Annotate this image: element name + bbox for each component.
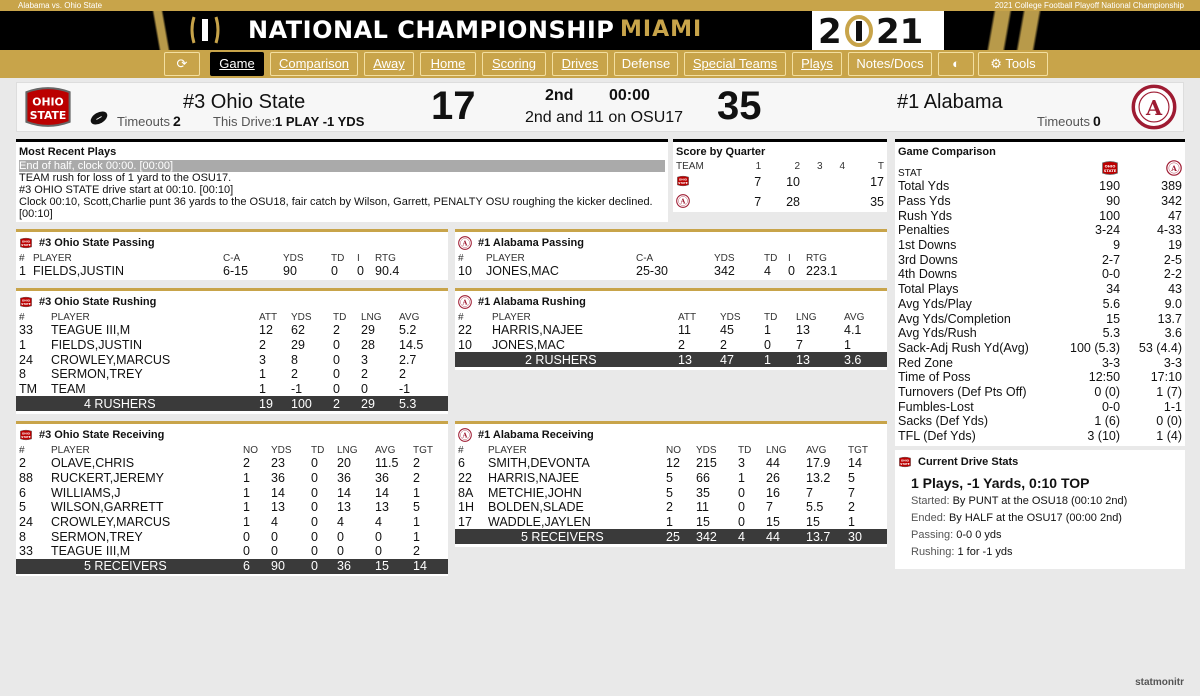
table-row: 1 FIELDS,JUSTIN 2 29 0 28 14.5: [19, 338, 424, 353]
table-row: 33 TEAGUE III,M 0 0 0 0 0 2: [19, 544, 420, 559]
stat-header: STAT: [898, 168, 923, 179]
year-digit-a: 2: [818, 12, 842, 50]
game-comparison-table: [895, 160, 1185, 443]
column-header: #: [19, 311, 25, 323]
comparison-row: Rush Yds 100 47: [898, 208, 1182, 223]
comparison-row: Total Yds 190 389: [898, 179, 1182, 194]
drive-passing: Passing: 0-0 0 yds: [911, 529, 1002, 541]
drive-started: Started: By PUNT at the OSU18 (00:10 2nd): [911, 495, 1128, 507]
bama-receiving-panel: [455, 421, 887, 547]
bama-mini-logo: [458, 428, 472, 442]
comparison-row: Fumbles-Lost 0-0 1-1: [898, 399, 1182, 414]
col-total: T: [877, 160, 884, 172]
osu-logo: [21, 85, 75, 129]
bama-passing-table: # PLAYER C-A YDS TD I RTG 10 JONES,MAC 25-30 342 4 0 223.1: [455, 252, 887, 279]
column-header: PLAYER: [492, 311, 531, 323]
table-row: 7 28 35: [673, 192, 887, 212]
tab-game[interactable]: Game: [210, 52, 264, 76]
play-line: Clock 00:10, Scott,Charlie punt 36 yards to the OSU18, fair catch by Wilson, Garrett, PENALTY OSU roughing the kicker declined.: [19, 196, 653, 208]
bama-rushing-table: [455, 311, 887, 367]
osu-mini-logo: [898, 455, 912, 469]
current-drive-title: Current Drive Stats: [918, 456, 1019, 468]
play-line: #3 OHIO STATE drive start at 00:10. [00:10]: [19, 184, 234, 196]
table-row: 24 CROWLEY,MARCUS 1 4 0 4 4 1: [19, 515, 420, 530]
play-line: [00:10]: [19, 208, 53, 220]
table-row: 8 SERMON,TREY 0 0 0 0 0 1: [19, 529, 420, 544]
column-header: #: [19, 444, 25, 456]
comparison-row: Avg Yds/Completion 15 13.7: [898, 311, 1182, 326]
bama-mini-logo: [458, 295, 472, 309]
table-row: 33 TEAGUE III,M 12 62 2 29 5.2: [19, 323, 417, 338]
totals-row: 4 RUSHERS 19 100 2 29 5.3: [16, 396, 448, 411]
comparison-row: Avg Yds/Rush 5.3 3.6: [898, 326, 1182, 341]
column-header: NO: [666, 444, 681, 456]
column-header: YDS: [720, 311, 741, 323]
comparison-row: 3rd Downs 2-7 2-5: [898, 252, 1182, 267]
away-team-name: #3 Ohio State: [183, 91, 306, 113]
scoreboard: [16, 82, 1184, 132]
contrast-toggle-button[interactable]: ◐: [938, 52, 974, 76]
home-timeouts: 0: [1093, 113, 1101, 129]
bama-receiving-title: #1 Alabama Receiving: [478, 429, 594, 441]
osu-mini-logo: [1067, 160, 1123, 179]
osu-mini-logo: [673, 172, 739, 192]
score-by-quarter-panel: [673, 139, 887, 212]
tab-notes-docs[interactable]: Notes/Docs: [848, 52, 932, 76]
bama-passing-title: #1 Alabama Passing: [478, 237, 584, 249]
table-row: 1 FIELDS,JUSTIN 6-15 90 0 0 90.4: [19, 264, 400, 279]
statmonitr-logo: statmonitr: [1135, 677, 1184, 688]
table-row: 24 CROWLEY,MARCUS 3 8 0 3 2.7: [19, 352, 417, 367]
totals-row: 2 RUSHERS 13 47 1 13 3.6: [455, 352, 887, 367]
bama-rushing-panel: [455, 288, 887, 370]
column-header: TGT: [413, 444, 433, 456]
table-row: 10 JONES,MAC 25-30 342 4 0 223.1: [458, 264, 838, 279]
table-row: 6 SMITH,DEVONTA 12 215 3 44 17.9 14: [458, 456, 862, 471]
osu-passing-title: #3 Ohio State Passing: [39, 237, 155, 249]
totals-row: 5 RECEIVERS 25 342 4 44 13.7 30: [455, 529, 887, 544]
table-row: 1H BOLDEN,SLADE 2 11 0 7 5.5 2: [458, 500, 855, 515]
column-header: YDS: [291, 311, 312, 323]
tab-special-teams[interactable]: Special Teams: [684, 52, 786, 76]
away-timeouts: 2: [173, 113, 181, 129]
table-row: 8 SERMON,TREY 1 2 0 2 2: [19, 367, 406, 382]
bama-mini-logo: [673, 192, 739, 212]
comparison-row: Turnovers (Def Pts Off) 0 (0) 1 (7): [898, 384, 1182, 399]
bama-passing-panel: [455, 229, 887, 280]
score-by-quarter-table: [673, 160, 887, 212]
osu-rushing-panel: [16, 288, 448, 414]
recent-plays-panel: [16, 139, 668, 222]
table-row: 6 WILLIAMS,J 1 14 0 14 14 1: [19, 485, 420, 500]
column-header: TD: [311, 444, 325, 456]
osu-mini-logo: [19, 236, 33, 250]
column-header: YDS: [271, 444, 292, 456]
column-header: TD: [764, 311, 778, 323]
column-header: AVG: [806, 444, 827, 456]
year-digit-b: 21: [876, 12, 924, 50]
bama-mini-logo: [458, 236, 472, 250]
game-clock: 00:00: [609, 87, 650, 104]
column-header: PLAYER: [51, 444, 90, 456]
osu-mini-logo: [19, 295, 33, 309]
table-row: 22 HARRIS,NAJEE 11 45 1 13 4.1: [458, 323, 862, 338]
tab-defense[interactable]: Defense: [614, 52, 678, 76]
home-score: 35: [717, 84, 762, 128]
banner-year: [812, 11, 944, 50]
column-header: LNG: [361, 311, 382, 323]
osu-passing-panel: [16, 229, 448, 280]
table-row: 7 10 17: [673, 172, 887, 192]
quarter: 2nd: [545, 87, 574, 104]
current-drive-panel: [895, 450, 1185, 569]
column-header: #: [458, 444, 464, 456]
column-header: AVG: [399, 311, 420, 323]
comparison-row: Red Zone 3-3 3-3: [898, 355, 1182, 370]
comparison-row: Avg Yds/Play 5.6 9.0: [898, 296, 1182, 311]
column-header: PLAYER: [51, 311, 90, 323]
comparison-row: Penalties 3-24 4-33: [898, 223, 1182, 238]
table-row: 88 RUCKERT,JEREMY 1 36 0 36 36 2: [19, 471, 420, 486]
bama-rushing-title: #1 Alabama Rushing: [478, 296, 586, 308]
col-q1: 1: [755, 160, 762, 172]
game-comparison-panel: [895, 139, 1185, 446]
down-distance: 2nd and 11 on OSU17: [525, 109, 684, 126]
column-header: TD: [333, 311, 347, 323]
cfp-trophy-icon: [188, 13, 222, 47]
col-team: TEAM: [676, 160, 704, 172]
comparison-row: Time of Poss 12:50 17:10: [898, 370, 1182, 385]
bama-logo: [1127, 85, 1181, 129]
trophy-zero-icon: [844, 15, 874, 47]
table-row: TM TEAM 1 -1 0 0 -1: [19, 382, 411, 397]
play-line: TEAM rush for loss of 1 yard to the OSU17.: [19, 172, 232, 184]
column-header: AVG: [844, 311, 865, 323]
tab-home[interactable]: Home: [420, 52, 476, 76]
column-header: YDS: [696, 444, 717, 456]
comparison-row: Total Plays 34 43: [898, 282, 1182, 297]
matchup-label: Alabama vs. Ohio State: [18, 1, 103, 10]
tab-comparison[interactable]: Comparison: [270, 52, 358, 76]
column-header: NO: [243, 444, 258, 456]
football-possession-icon: [89, 111, 109, 125]
tab-drives[interactable]: Drives: [552, 52, 608, 76]
osu-rushing-title: #3 Ohio State Rushing: [39, 296, 157, 308]
drive-label: This Drive:: [213, 114, 276, 129]
away-score: 17: [431, 84, 476, 128]
table-row: 22 HARRIS,NAJEE 5 66 1 26 13.2 5: [458, 471, 855, 486]
comparison-row: 4th Downs 0-0 2-2: [898, 267, 1182, 282]
table-row: 2 OLAVE,CHRIS 2 23 0 20 11.5 2: [19, 456, 420, 471]
bama-receiving-table: [455, 444, 887, 544]
column-header: TD: [738, 444, 752, 456]
column-header: #: [458, 311, 464, 323]
totals-row: 5 RECEIVERS 6 90 0 36 15 14: [16, 559, 448, 574]
col-q2: 2: [794, 160, 800, 172]
comparison-row: TFL (Def Yds) 3 (10) 1 (4): [898, 429, 1182, 444]
comparison-row: 1st Downs 9 19: [898, 238, 1182, 253]
osu-mini-logo: [19, 428, 33, 442]
column-header: LNG: [337, 444, 358, 456]
column-header: LNG: [796, 311, 817, 323]
tab-scoring[interactable]: Scoring: [482, 52, 546, 76]
banner-city: MIAMI: [620, 17, 703, 42]
tab-plays[interactable]: Plays: [792, 52, 842, 76]
table-row: 17 WADDLE,JAYLEN 1 15 0 15 15 1: [458, 515, 855, 530]
tab-away[interactable]: Away: [364, 52, 414, 76]
osu-receiving-title: #3 Ohio State Receiving: [39, 429, 165, 441]
away-timeouts-label: Timeouts: [117, 114, 170, 129]
comparison-row: Sack-Adj Rush Yd(Avg) 100 (5.3) 53 (4.4): [898, 340, 1182, 355]
recent-plays-title: Most Recent Plays: [19, 146, 117, 158]
championship-banner: [0, 11, 1200, 50]
table-row: 8A METCHIE,JOHN 5 35 0 16 7 7: [458, 485, 855, 500]
drive-headline: 1 Plays, -1 Yards, 0:10 TOP: [911, 475, 1090, 491]
recent-plays-list[interactable]: [16, 160, 668, 220]
bama-mini-logo: [1123, 160, 1185, 179]
column-header: ATT: [259, 311, 278, 323]
home-team-name: #1 Alabama: [897, 91, 1003, 113]
table-row: 10 JONES,MAC 2 2 0 7 1: [458, 338, 851, 353]
drive-ended: Ended: By HALF at the OSU17 (00:00 2nd): [911, 512, 1122, 524]
banner-stripe-right: [940, 11, 1200, 50]
col-q4: 4: [839, 160, 846, 172]
column-header: ATT: [678, 311, 697, 323]
osu-passing-table: # PLAYER C-A YDS TD I RTG 1 FIELDS,JUSTIN 6-15 90 0 0 90.4: [16, 252, 448, 279]
banner-title: NATIONAL CHAMPIONSHIP: [248, 16, 615, 44]
event-label: 2021 College Football Playoff National Championship: [994, 1, 1184, 10]
column-header: TGT: [848, 444, 868, 456]
top-strip: [0, 0, 1200, 11]
osu-rushing-table: [16, 311, 448, 411]
tools-button[interactable]: ⚙ Tools: [978, 52, 1048, 76]
drive-summary: 1 PLAY -1 YDS: [275, 114, 365, 129]
osu-receiving-panel: [16, 421, 448, 576]
game-comparison-title: Game Comparison: [898, 146, 996, 158]
drive-rushing: Rushing: 1 for -1 yds: [911, 546, 1013, 558]
comparison-row: Sacks (Def Yds) 1 (6) 0 (0): [898, 414, 1182, 429]
table-row: 5 WILSON,GARRETT 1 13 0 13 13 5: [19, 500, 420, 515]
play-line: End of half, clock 00:00. [00:00]: [19, 160, 665, 172]
refresh-button[interactable]: ⟳: [164, 52, 200, 76]
osu-receiving-table: [16, 444, 448, 574]
nav-bar: [0, 50, 1200, 78]
home-timeouts-label: Timeouts: [1037, 114, 1090, 129]
comparison-row: Pass Yds 90 342: [898, 194, 1182, 209]
score-by-quarter-title: Score by Quarter: [676, 146, 766, 158]
col-q3: 3: [816, 160, 823, 172]
column-header: PLAYER: [488, 444, 527, 456]
banner-stripe-left: [0, 11, 220, 50]
column-header: AVG: [375, 444, 396, 456]
column-header: LNG: [766, 444, 787, 456]
